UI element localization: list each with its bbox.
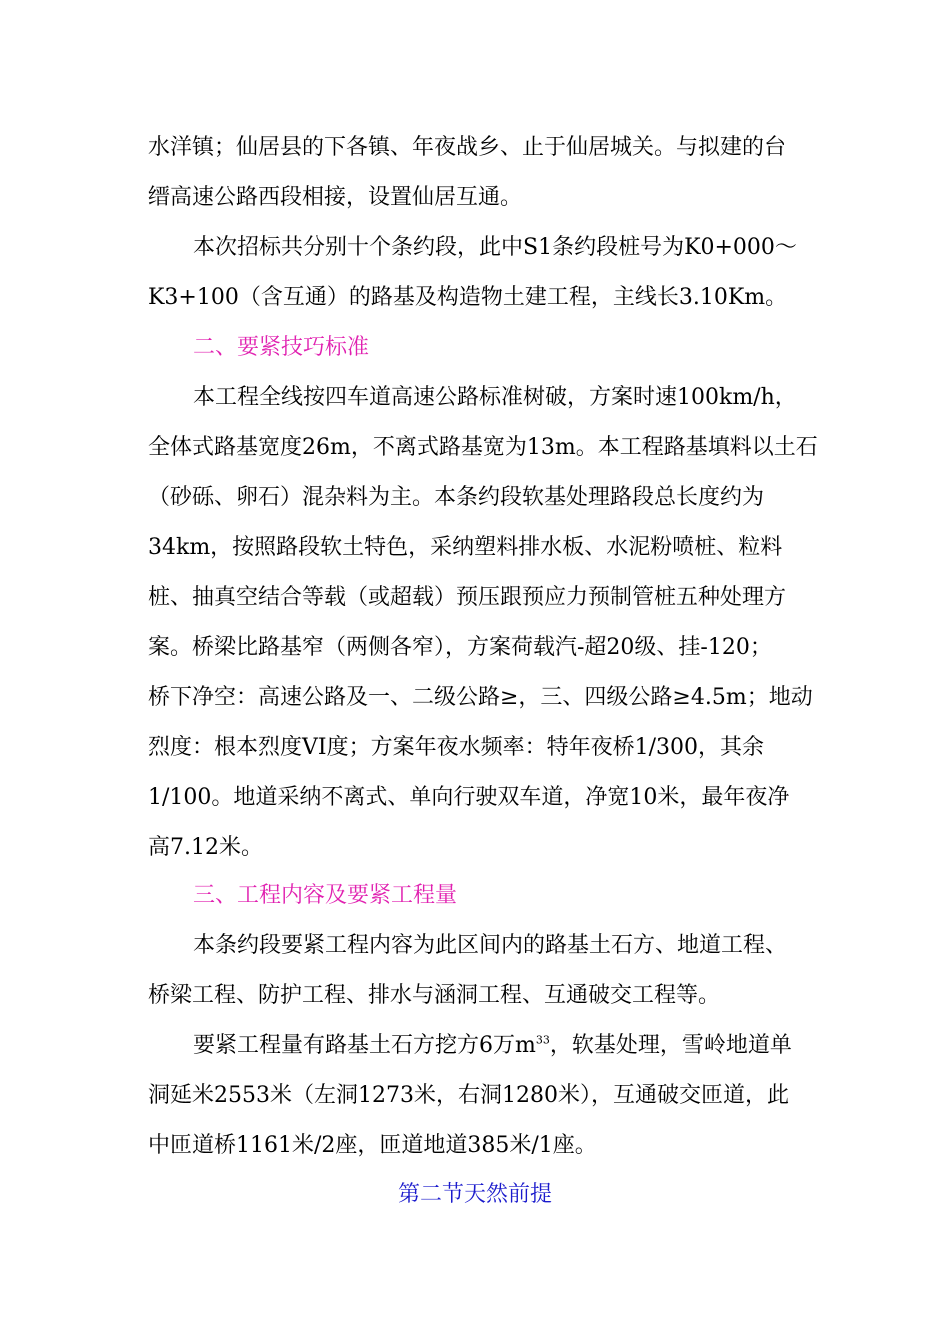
- paragraph-line: 洞延米2553米（左洞1273米，右洞1280米），互通破交匝道，此: [148, 1083, 789, 1108]
- paragraph-line: 1/100。地道采纳不离式、单向行驶双车道，净宽10米，最年夜净: [148, 785, 790, 810]
- paragraph-line: 水洋镇；仙居县的下各镇、年夜战乡、止于仙居城关。与拟建的台: [148, 135, 787, 160]
- paragraph-line: 34km，按照路段软土特色，采纳塑料排水板、水泥粉喷桩、粒料: [148, 535, 783, 560]
- paragraph-line: 本工程全线按四车道高速公路标准树破，方案时速100km/h，: [193, 385, 797, 410]
- paragraph-line: 桥下净空：高速公路及一、二级公路≥，三、四级公路≥4.5m；地动: [148, 685, 813, 710]
- heading-work-content: 三、工程内容及要紧工程量: [193, 883, 458, 908]
- paragraph-line: 案。桥梁比路基窄（两侧各窄），方案荷载汽-超20级、挂-120；: [148, 635, 772, 660]
- paragraph-line: 高7.12米。: [148, 835, 263, 860]
- paragraph-line: 桥梁工程、防护工程、排水与涵洞工程、互通破交工程等。: [148, 983, 721, 1008]
- paragraph-line: 缙高速公路西段相接，设置仙居互通。: [148, 185, 523, 210]
- quantity-text: ，软基处理，雪岭地道单: [549, 1033, 792, 1058]
- paragraph-line: K3+100（含互通）的路基及构造物土建工程，主线长3.10Km。: [148, 285, 788, 310]
- paragraph-line: 桩、抽真空结合等载（或超载）预压跟预应力预制管桩五种处理方: [148, 585, 787, 610]
- heading-technical-standards: 二、要紧技巧标准: [193, 335, 370, 360]
- paragraph-line: 本次招标共分别十个条约段，此中S1条约段桩号为K0+000～: [193, 235, 797, 260]
- superscript: 33: [535, 1033, 550, 1047]
- paragraph-line: 烈度：根本烈度VI度；方案年夜水频率：特年夜桥1/300，其余: [148, 735, 764, 760]
- paragraph-line: 全体式路基宽度26m，不离式路基宽为13m。本工程路基填料以土石: [148, 435, 818, 460]
- quantity-text: 要紧工程量有路基土石方挖方6万m: [193, 1033, 536, 1058]
- paragraph-line: （砂砾、卵石）混杂料为主。本条约段软基处理路段总长度约为: [148, 485, 765, 510]
- paragraph-line: 中匝道桥1161米/2座，匝道地道385米/1座。: [148, 1133, 597, 1158]
- section-title: 第二节天然前提: [397, 1182, 552, 1207]
- paragraph-line: 本条约段要紧工程内容为此区间内的路基土石方、地道工程、: [193, 933, 788, 958]
- paragraph-line: [193, 1031, 792, 1061]
